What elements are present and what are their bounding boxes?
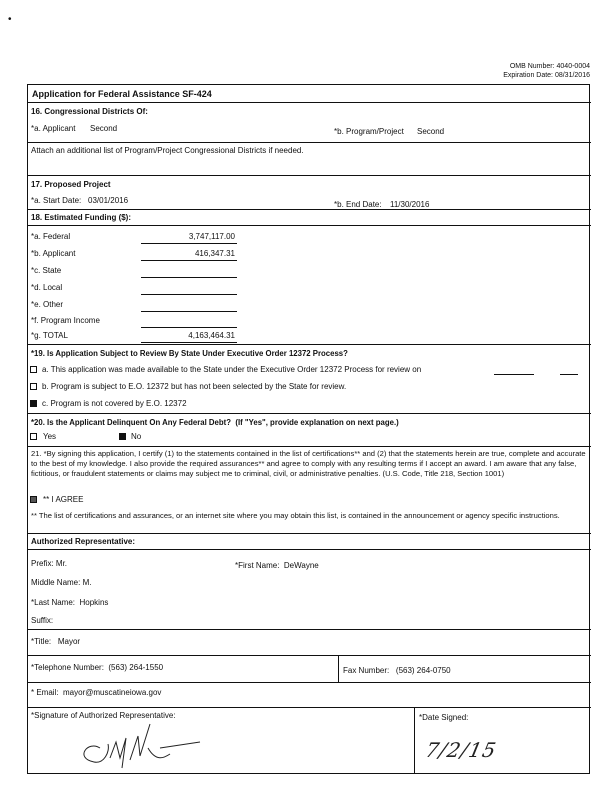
funding-underline [141,311,237,312]
form-title: Application for Federal Assistance SF-424 [32,89,212,99]
agree-label: ** I AGREE [43,495,84,504]
s19-option-b-label: b. Program is subject to E.O. 12372 but has not been selected by the State for review. [42,382,347,391]
s19-option-a-label: a. This application was made available to the State under the Executive Order 12372 Process for review on [42,365,422,374]
agree-checkbox[interactable] [30,496,37,503]
funding-label: *g. TOTAL [31,331,68,340]
s19-option-b-checkbox[interactable] [30,383,37,390]
date-signed-label: *Date Signed: [419,713,469,722]
phone-label: *Telephone Number: [31,663,104,672]
attach-note: Attach an additional list of Program/Project Congressional Districts if needed. [31,146,304,155]
prefix-value: Mr. [55,559,68,568]
phone-value: (563) 264-1550 [108,663,164,672]
funding-underline [141,294,237,295]
certification-text: 21. *By signing this application, I certify (1) to the statements contained in the list of certifications** and (2) that the statements herein are true, complete and accurate to the best of my knowledge. I also provide the required assurances** and agree to comply with any resulting terms if I accept an award. I am aware that any false, fictitious, or fraudulent statements or claims may subject me to criminal, civil, or administrative penalties. (U.S. Code, Title 218, Section 1001) [31,449,586,478]
signature-image [60,718,210,778]
end-date-value: 11/30/2016 [390,200,430,209]
date-signed-value: 7/2/15 [423,738,499,762]
s17-heading: 17. Proposed Project [31,180,111,189]
scan-speck: • [8,14,12,25]
title-label: *Title: [31,637,52,646]
s19-option-a-checkbox[interactable] [30,366,37,373]
start-date-label: *a. Start Date: [31,196,82,205]
funding-underline [141,277,237,278]
prefix-label: Prefix: [31,559,54,568]
omb-number: OMB Number: 4040-0004 [509,63,590,70]
program-district-label: *b. Program/Project [334,127,404,136]
debt-no-label: No [131,432,142,441]
debt-yes-checkbox[interactable] [30,433,37,440]
s16-heading: 16. Congressional Districts Of: [31,107,148,116]
title-value: Mayor [57,637,81,646]
certification-footnote: ** The list of certifications and assurances, or an internet site where you may obtain this list, is contained in the announcement or agency specific instructions. [31,511,560,520]
debt-no-checkbox[interactable] [119,433,126,440]
expiration-date: Expiration Date: 08/31/2016 [503,72,590,79]
funding-label: *c. State [31,266,62,275]
email-value: mayor@muscatineiowa.gov [63,688,162,697]
email-label: * Email: [31,688,59,697]
funding-label: *e. Other [31,300,64,309]
funding-value[interactable]: 3,747,117.00 [188,232,235,241]
s19-heading: *19. Is Application Subject to Review By State Under Executive Order 12372 Process? [31,349,348,358]
last-name-label: *Last Name: [31,598,76,607]
middle-name-label: Middle Name: [31,578,81,587]
funding-underline [141,327,237,328]
last-name-value: Hopkins [79,598,109,607]
funding-value[interactable]: 4,163,464.31 [188,331,235,340]
s18-heading: 18. Estimated Funding ($): [31,213,132,222]
program-district-value: Second [417,127,445,136]
first-name-label: *First Name: [235,561,280,570]
applicant-district-value: Second [90,124,118,133]
rep-heading: Authorized Representative: [31,537,136,546]
debt-yes-label: Yes [43,432,57,441]
funding-label: *f. Program Income [31,316,100,325]
applicant-district-label: *a. Applicant [31,124,76,133]
fax-value: (563) 264-0750 [395,666,451,675]
funding-value[interactable]: 416,347.31 [194,249,235,258]
first-name-value: DeWayne [283,561,319,570]
start-date-value: 03/01/2016 [88,196,129,205]
s20-heading: *20. Is the Applicant Delinquent On Any Federal Debt? [31,418,232,427]
funding-label: *b. Applicant [31,249,76,258]
middle-name-value: M. [82,578,92,587]
suffix-label: Suffix: [31,616,54,625]
signature-label: *Signature of Authorized Representative: [31,711,176,720]
funding-label: *a. Federal [31,232,71,241]
s20-note: (If "Yes", provide explanation on next page.) [235,418,399,427]
s19-option-c-label: c. Program is not covered by E.O. 12372 [42,399,187,408]
funding-label: *d. Local [31,283,63,292]
funding-underline [141,260,237,261]
funding-underline [141,243,237,244]
funding-underline [141,342,237,343]
fax-label: Fax Number: [343,666,390,675]
s19-option-c-checkbox[interactable] [30,400,37,407]
end-date-label: *b. End Date: [334,200,382,209]
